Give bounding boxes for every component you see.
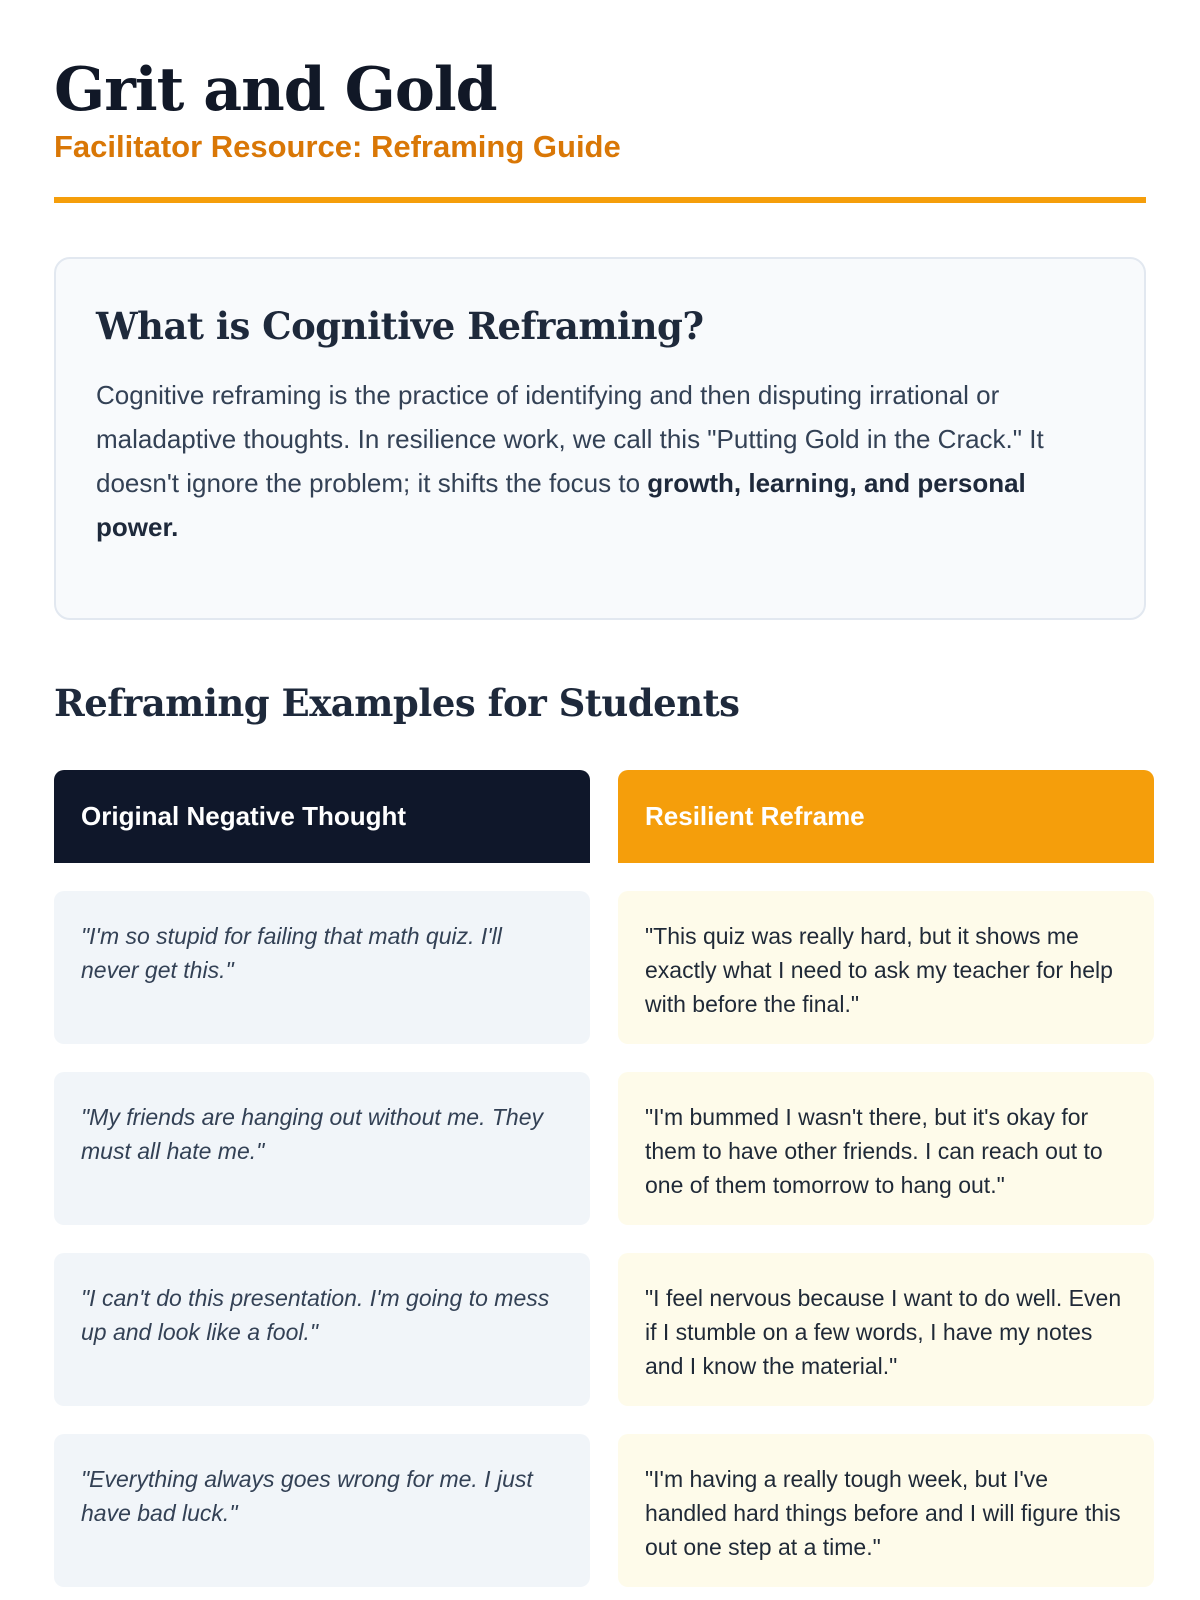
examples-title: Reframing Examples for Students xyxy=(54,681,740,725)
resilient-reframe-3: "I feel nervous because I want to do well. Even if I stumble on a few words, I have my notes and I know the material." xyxy=(618,1253,1154,1406)
page-subtitle: Facilitator Resource: Reframing Guide xyxy=(54,129,621,164)
resilient-reframe-2: "I'm bummed I wasn't there, but it's okay for them to have other friends. I can reach out to one of them tomorrow to hang out." xyxy=(618,1072,1154,1225)
negative-thought-3: "I can't do this presentation. I'm going to mess up and look like a fool." xyxy=(54,1253,590,1406)
resilient-reframe-4: "I'm having a really tough week, but I've handled hard things before and I will figure this out one step at a time." xyxy=(618,1434,1154,1587)
examples-table xyxy=(54,770,1146,1587)
negative-thought-2: "My friends are hanging out without me. They must all hate me." xyxy=(54,1072,590,1225)
column-header-reframe: Resilient Reframe xyxy=(618,770,1154,863)
intro-body-text: Cognitive reframing is the practice of identifying and then disputing irrational or maladaptive thoughts. In resilience work, we call this "Putting Gold in the Crack." It doesn't ignore the problem; it shifts the focus to xyxy=(96,380,1044,498)
resilient-reframe-1: "This quiz was really hard, but it shows me exactly what I need to ask my teacher for help with before the final." xyxy=(618,891,1154,1044)
negative-thought-4: "Everything always goes wrong for me. I just have bad luck." xyxy=(54,1434,590,1587)
negative-thought-1: "I'm so stupid for failing that math quiz. I'll never get this." xyxy=(54,891,590,1044)
intro-body-emphasis: growth, learning, and personal power. xyxy=(96,468,1026,542)
intro-card xyxy=(54,257,1146,620)
intro-title: What is Cognitive Reframing? xyxy=(96,304,704,348)
intro-body xyxy=(96,373,1104,549)
page-header xyxy=(54,0,1146,203)
page-title: Grit and Gold xyxy=(54,55,497,125)
column-header-negative: Original Negative Thought xyxy=(54,770,590,863)
